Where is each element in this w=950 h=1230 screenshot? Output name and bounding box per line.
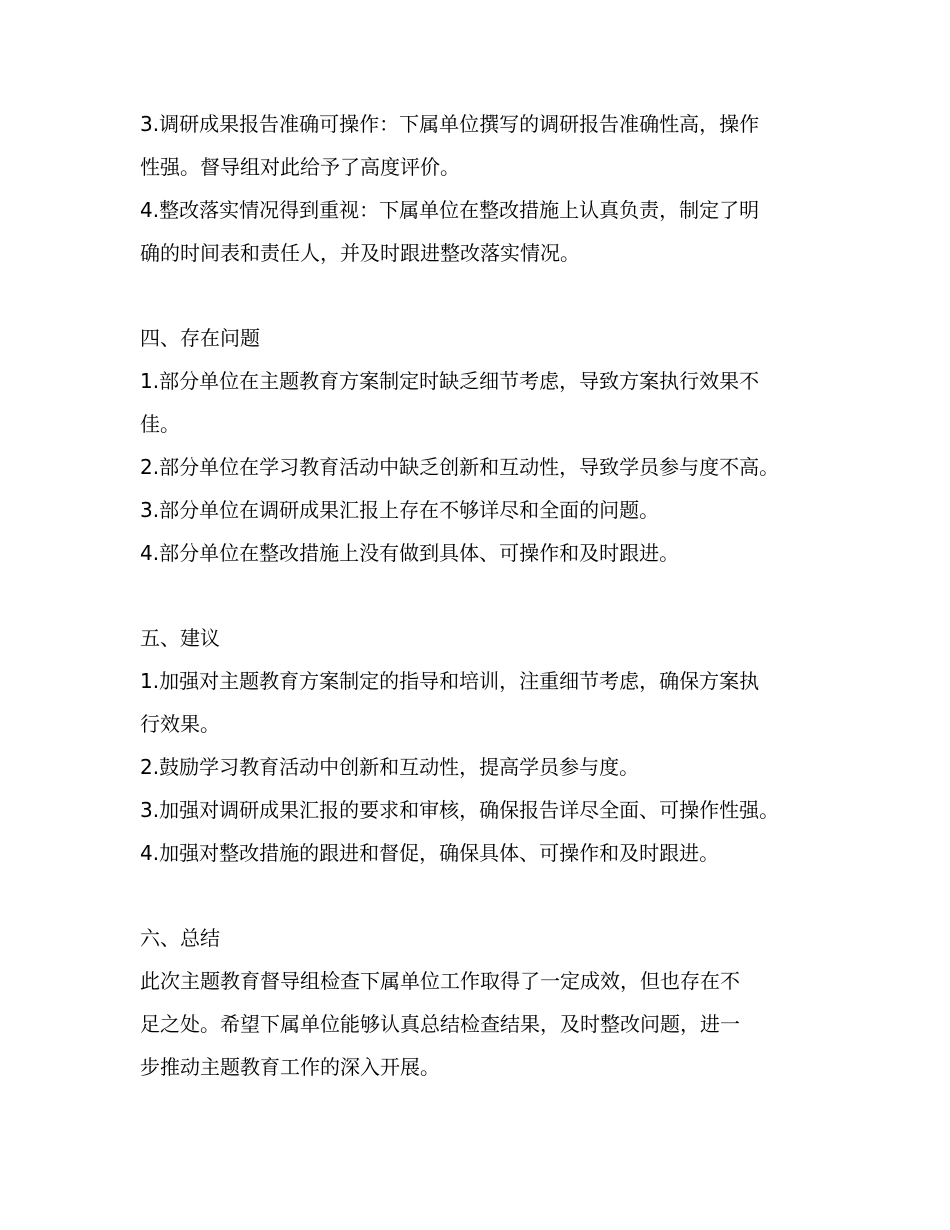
paragraph-line: 步推动主题教育工作的深入开展。: [140, 1055, 440, 1079]
list-item: [140, 532, 830, 575]
paragraph-line: 佳。: [140, 412, 180, 436]
list-item-rectification: [140, 189, 830, 275]
paragraph-line: 行效果。: [140, 712, 220, 736]
paragraph-line: 4.加强对整改措施的跟进和督促，确保具体、可操作和及时跟进。: [140, 841, 720, 865]
section-spacer: [140, 875, 830, 917]
section-summary: [140, 917, 830, 1089]
section-spacer: [140, 575, 830, 617]
paragraph-line: 2.鼓励学习教育活动中创新和互动性，提高学员参与度。: [140, 755, 640, 779]
section-suggestions: [140, 617, 830, 875]
paragraph-line: 1.部分单位在主题教育方案制定时缺乏细节考虑，导致方案执行效果不: [140, 369, 760, 393]
document-body: [140, 103, 830, 1089]
list-item: [140, 746, 830, 789]
list-item-report-accuracy: [140, 103, 830, 189]
paragraph-line: 3.调研成果报告准确可操作：下属单位撰写的调研报告准确性高，操作: [140, 112, 760, 136]
list-item: [140, 446, 830, 489]
paragraph-line: 2.部分单位在学习教育活动中缺乏创新和互动性，导致学员参与度不高。: [140, 455, 780, 479]
section-problems: [140, 317, 830, 575]
paragraph-line: 确的时间表和责任人，并及时跟进整改落实情况。: [140, 241, 580, 265]
paragraph-line: 3.加强对调研成果汇报的要求和审核，确保报告详尽全面、可操作性强。: [140, 798, 780, 822]
paragraph-line: 3.部分单位在调研成果汇报上存在不够详尽和全面的问题。: [140, 498, 660, 522]
list-item: [140, 660, 830, 746]
list-item: [140, 789, 830, 832]
section-heading: 五、建议: [140, 626, 220, 650]
paragraph-line: 性强。督导组对此给予了高度评价。: [140, 155, 460, 179]
paragraph-line: 4.整改落实情况得到重视：下属单位在整改措施上认真负责，制定了明: [140, 198, 760, 222]
paragraph-line: 足之处。希望下属单位能够认真总结检查结果，及时整改问题，进一: [140, 1012, 740, 1036]
paragraph-line: 4.部分单位在整改措施上没有做到具体、可操作和及时跟进。: [140, 541, 680, 565]
paragraph-line: 此次主题教育督导组检查下属单位工作取得了一定成效，但也存在不: [140, 969, 740, 993]
list-item: [140, 832, 830, 875]
list-item: [140, 489, 830, 532]
section-spacer: [140, 275, 830, 317]
section-heading: 六、总结: [140, 926, 220, 950]
paragraph-line: 1.加强对主题教育方案制定的指导和培训，注重细节考虑，确保方案执: [140, 669, 760, 693]
list-item: [140, 360, 830, 446]
section-heading: 四、存在问题: [140, 326, 260, 350]
